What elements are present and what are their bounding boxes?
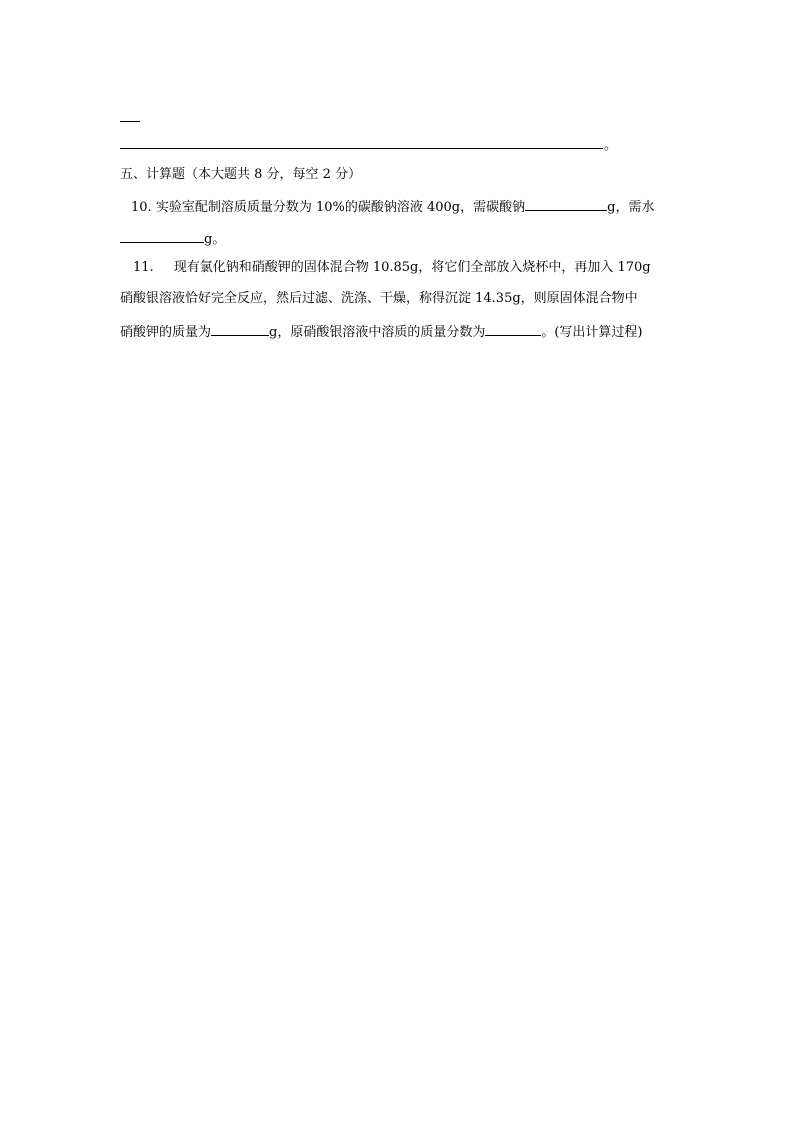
question-10-blank-1[interactable] (525, 196, 607, 211)
question-11-line-2 (120, 289, 638, 309)
question-10-line-2 (120, 228, 225, 248)
question-10-line-1 (131, 196, 654, 216)
answer-line-end: 。 (604, 138, 618, 153)
question-11-line-3 (120, 321, 643, 341)
question-11-text-3: 硝酸钾的质量为 (120, 325, 212, 340)
question-11-number: 11. (133, 260, 154, 275)
question-10-text: 实验室配制溶质质量分数为 10%的碳酸钠溶液 400g，需碳酸钠 (155, 200, 526, 215)
question-11-blank-2[interactable] (485, 321, 541, 336)
question-11-line-1 (133, 258, 651, 278)
question-11-text-1: 现有氯化钠和硝酸钾的固体混合物 10.85g，将它们全部放入烧杯中，再加入 170g (173, 260, 651, 275)
question-10-text-2: g，需水 (607, 200, 655, 215)
question-11-text-5: 。(写出计算过程) (541, 325, 643, 340)
section-title: 五、计算题（本大题共 8 分，每空 2 分） (120, 167, 362, 182)
question-11-blank-1[interactable] (211, 321, 269, 336)
question-10-blank-2[interactable] (120, 228, 204, 243)
answer-line-short (120, 121, 140, 122)
question-11-text-4: g，原硝酸银溶液中溶质的质量分数为 (269, 325, 486, 340)
question-10-number: 10. (131, 200, 152, 215)
answer-line-long (120, 148, 603, 149)
question-11-text-2: 硝酸银溶液恰好完全反应，然后过滤、洗涤、干燥，称得沉淀 14.35g，则原固体混合物中 (120, 291, 638, 306)
question-10-text-3: g。 (204, 232, 226, 247)
